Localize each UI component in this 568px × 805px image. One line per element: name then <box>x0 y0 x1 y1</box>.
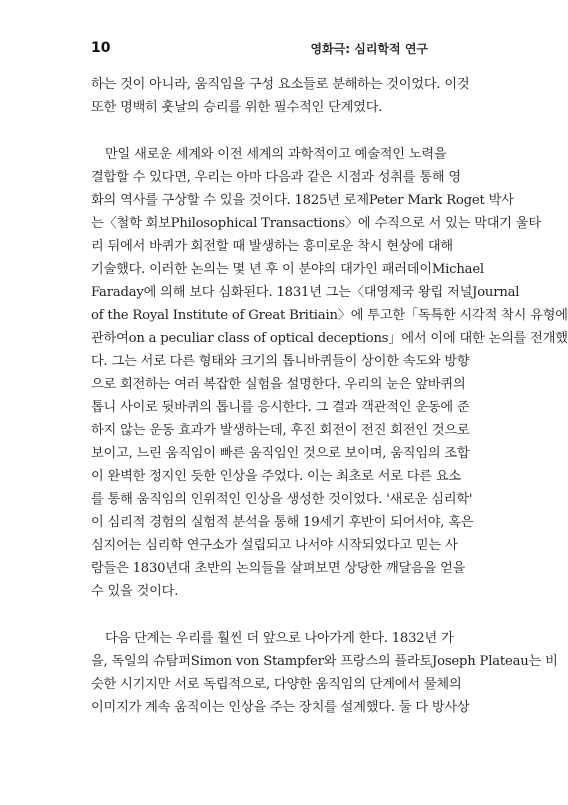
text-line: 수 있을 것이다. <box>91 584 179 599</box>
text-line: 관하여on a peculiar class of optical deceptions」에서 이에 대한 논의를 전개했 <box>91 331 568 346</box>
text-line: 슷한 시기지만 서로 독립적으로, 다양한 움직임의 단계에서 물체의 <box>91 677 462 692</box>
text-line: 이 완벽한 정지인 듯한 인상을 주었다. 이는 최초로 서로 다른 요소 <box>91 469 461 484</box>
body-text <box>91 76 568 722</box>
text-line: 톱니 사이로 뒷바퀴의 톱니를 응시한다. 그 결과 객관적인 운동에 준 <box>91 400 470 415</box>
text-line: 을, 독일의 슈탐퍼Simon von Stampfer와 프랑스의 플라토Joseph Plateau는 비 <box>91 654 558 669</box>
text-line: 기술했다. 이러한 논의는 몇 년 후 이 분야의 대가인 패러데이Michael <box>91 262 484 277</box>
text-line: 는〈철학 회보Philosophical Transactions〉에 수직으로 서 있는 막대기 울타 <box>91 216 541 231</box>
text-line: 으로 회전하는 여러 복잡한 실험을 설명한다. 우리의 눈은 앞바퀴의 <box>91 377 466 392</box>
text-line: Faraday에 의해 보다 심화된다. 1831년 그는〈대영제국 왕립 저널Journal <box>91 285 520 300</box>
text-line: 또한 명백히 훗날의 승리를 위한 필수적인 단계였다. <box>91 100 383 115</box>
text-line: 이미지가 계속 움직이는 인상을 주는 장치를 설계했다. 둘 다 방사상 <box>91 700 470 715</box>
text-line: 하는 것이 아니라, 움직임을 구성 요소들로 분해하는 것이었다. 이것 <box>91 77 470 92</box>
text-line: 이 심리적 경험의 실험적 분석을 통해 19세기 후반이 되어서야, 혹은 <box>91 515 474 530</box>
paragraph <box>91 146 568 606</box>
text-line: of the Royal Institute of Great Britiain〉에 투고한「독특한 시각적 착시 유형에 <box>91 308 568 323</box>
text-line: 결합할 수 있다면, 우리는 아마 다음과 같은 시점과 성취를 통해 영 <box>91 170 461 185</box>
text-line: 심지어는 심리학 연구소가 설립되고 나서야 시작되었다고 믿는 사 <box>91 538 458 553</box>
text-line: 를 통해 움직임의 인위적인 인상을 생성한 것이었다. '새로운 심리학' <box>91 492 473 507</box>
text-line: 하지 않는 운동 효과가 발생하는데, 후진 회전이 전진 회전인 것으로 <box>91 423 470 438</box>
text-line: 람들은 1830년대 초반의 논의들을 살펴보면 상당한 깨달음을 얻을 <box>91 561 466 576</box>
text-line: 다음 단계는 우리를 훨씬 더 앞으로 나아가게 한다. 1832년 가 <box>105 631 454 646</box>
text-line: 만일 새로운 세계와 이전 세계의 과학적이고 예술적인 노력을 <box>105 147 447 162</box>
paragraph <box>91 630 558 722</box>
text-line: 리 뒤에서 바퀴가 회전할 때 발생하는 흥미로운 착시 현상에 대해 <box>91 239 453 254</box>
paragraph-gap <box>91 606 418 630</box>
paragraph-gap <box>91 122 418 146</box>
paragraph <box>91 76 470 122</box>
text-line: 다. 그는 서로 다른 형태와 크기의 톱니바퀴들이 상이한 속도와 방향 <box>91 354 470 369</box>
running-head: 영화극: 심리학적 연구 <box>310 42 428 56</box>
text-line: 화의 역사를 구상할 수 있을 것이다. 1825년 로제Peter Mark Roget 박사 <box>91 193 514 208</box>
text-line: 보이고, 느린 움직임이 빠른 움직임인 것으로 보이며, 움직임의 조합 <box>91 446 470 461</box>
page-number: 10 <box>91 40 111 56</box>
